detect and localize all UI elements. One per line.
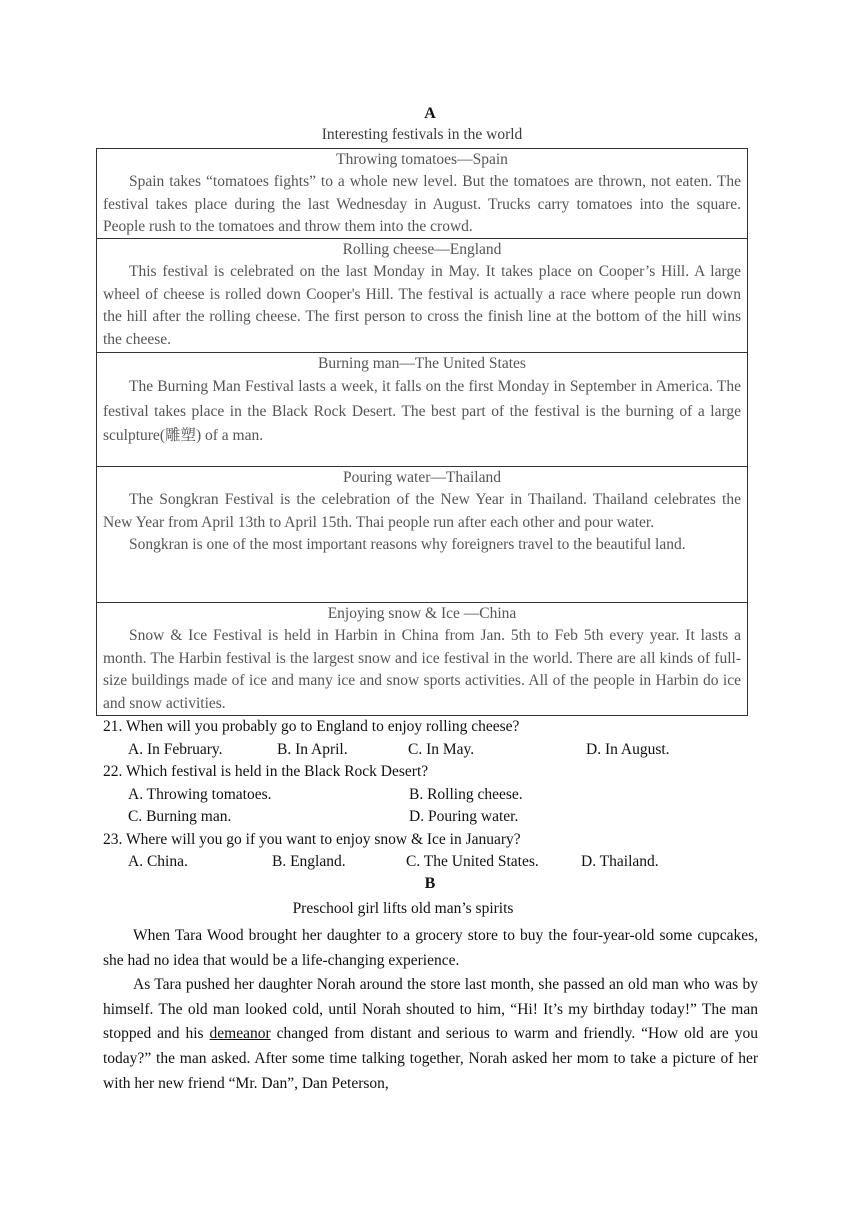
answer-option: D. Pouring water. (409, 808, 519, 825)
question-stem: 22. Which festival is held in the Black Rock Desert? (103, 763, 429, 780)
festival-description: This festival is celebrated on the last Monday in May. It takes place on Cooper’s Hill. A large wheel of cheese is rolled down Cooper's Hill. The festival is actually a race where people run down the hill after the rolling cheese. The first person to cross the finish line at the bottom of the hill wins the cheese. (103, 263, 741, 348)
section-a-letter: A (424, 105, 436, 122)
answer-option: C. The United States. (406, 853, 539, 870)
section-b-letter: B (424, 875, 436, 892)
article-text: changed from distant and serious to warm and friendly. “How old are you today?” the man asked. After some time talking together, Norah asked her mom to take a picture of her with her new friend “Mr. Dan”, Dan Peterson, (103, 1025, 759, 1092)
article-paragraph: When Tara Wood brought her daughter to a grocery store to buy the four-year-old some cupcakes, she had no idea that would be a life-changing experience. (103, 927, 758, 969)
festival-heading: Enjoying snow & Ice —China (327, 605, 517, 622)
answer-option: A. Throwing tomatoes. (128, 785, 272, 803)
festival-cell-spain (97, 149, 747, 238)
answer-option: A. China. (128, 853, 188, 870)
answer-option: C. Burning man. (128, 808, 232, 825)
festival-description: Snow & Ice Festival is held in Harbin in China from Jan. 5th to Feb 5th every year. It lasts a month. The Harbin festival is the largest snow and ice festival in the world. There are all kinds of full-size buildings made of ice and many ice and snow sports activities. All of the people in Harbin do ice and snow activities. (103, 627, 741, 712)
festival-heading: Pouring water—Thailand (343, 469, 501, 486)
answer-option: B. England. (272, 853, 346, 870)
festival-heading: Rolling cheese—England (342, 241, 502, 258)
answer-option: B. In April. (277, 740, 348, 758)
festival-description: The Songkran Festival is the celebration of the New Year in Thailand. Thailand celebrates the New Year from April 13th to April 15th. Thai people run after each other and pour water. (103, 491, 741, 531)
article-body (103, 924, 758, 1096)
festival-cell-england (97, 238, 747, 352)
article-text: As Tara pushed her daughter Norah around the store last month, she passed an old man who was by himself. The old man looked cold, until Norah shouted to him, “Hi! It’s my birthday today!” The man stopped and his (103, 976, 758, 1043)
answer-option: D. Thailand. (581, 853, 659, 870)
article-title: Preschool girl lifts old man’s spirits (292, 900, 514, 917)
festival-cell-china (97, 602, 747, 715)
answer-option: C. In May. (408, 740, 475, 758)
festival-description: Spain takes “tomatoes fights” to a whole new level. But the tomatoes are thrown, not eaten. The festival takes place during the last Wednesday in August. Trucks carry tomatoes into the square. People rush to the tomatoes and throw them into the crowd. (103, 173, 741, 236)
festival-cell-thailand (97, 466, 747, 602)
festival-description: The Burning Man Festival lasts a week, it falls on the first Monday in September in America. The festival takes place in the Black Rock Desert. The best part of the festival is the burning of a large sculpture(雕塑) of a man. (103, 378, 741, 444)
article-paragraph (103, 973, 758, 1096)
question-options (103, 851, 763, 874)
answer-option: D. In August. (586, 740, 670, 758)
answer-option: B. Rolling cheese. (409, 785, 523, 803)
section-a-questions (103, 716, 763, 874)
festival-table-title: Interesting festivals in the world (321, 126, 523, 143)
festival-heading: Burning man—The United States (318, 355, 526, 372)
festival-table (96, 148, 748, 716)
question-options (103, 784, 763, 807)
question-stem: 21. When will you probably go to England to enjoy rolling cheese? (103, 718, 520, 735)
question-options (103, 806, 763, 829)
underlined-word: demeanor (209, 1025, 271, 1043)
festival-heading: Throwing tomatoes—Spain (336, 151, 508, 168)
festival-description: Songkran is one of the most important reasons why foreigners travel to the beautiful land. (129, 536, 686, 554)
question-options (103, 739, 763, 762)
answer-option: A. In February. (128, 740, 223, 758)
question-stem: 23. Where will you go if you want to enjoy snow & Ice in January? (103, 830, 521, 848)
festival-cell-united-states (97, 352, 747, 466)
